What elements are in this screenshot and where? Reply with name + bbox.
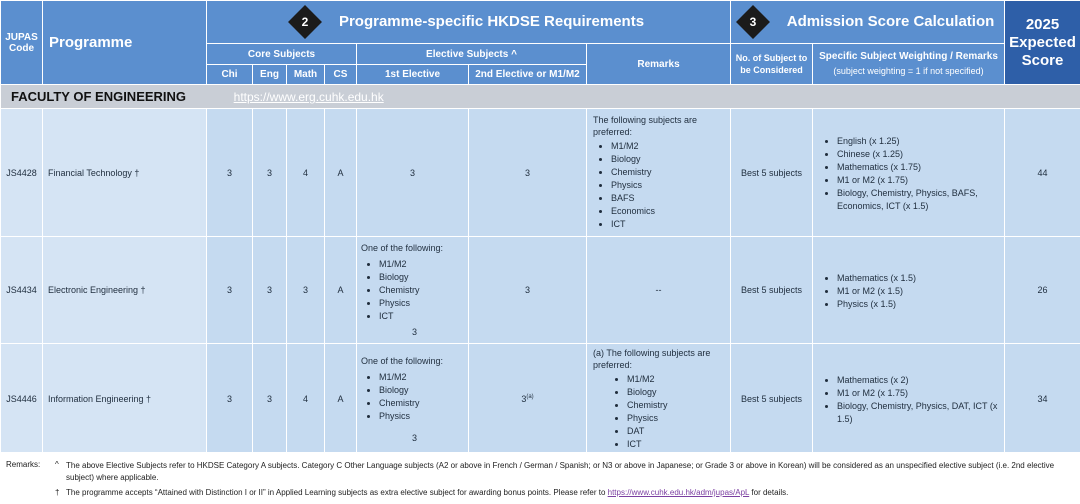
section2-title: Programme-specific HKDSE Requirements xyxy=(338,12,645,30)
section2-header xyxy=(207,1,731,44)
subjects-considered: Best 5 subjects xyxy=(731,109,813,237)
programme-name: Financial Technology † xyxy=(43,109,207,237)
first-elective-level: 3 xyxy=(411,432,417,443)
remarks-cell: -- xyxy=(587,237,731,344)
weighting-header xyxy=(813,44,1005,85)
weighting-list xyxy=(819,272,1004,311)
subjects-considered: Best 5 subjects xyxy=(731,237,813,344)
remarks-intro: The following subjects are preferred: xyxy=(593,115,698,137)
first-elective-cell xyxy=(357,237,469,344)
remarks-label: Remarks: xyxy=(6,460,41,469)
remarks-list xyxy=(593,373,730,451)
list-item: • Chemistry xyxy=(379,397,468,410)
faculty-row xyxy=(1,85,1080,109)
section3-title: Admission Score Calculation xyxy=(786,12,995,30)
table-row xyxy=(1,237,1080,344)
list-item: • Mathematics (x 1.5) xyxy=(837,272,1004,285)
first-elective-intro: One of the following: xyxy=(361,355,444,366)
table-row xyxy=(1,109,1080,237)
remark-note-2 xyxy=(66,488,788,497)
cs-header: CS xyxy=(325,65,357,85)
expected-score: 44 xyxy=(1005,109,1080,237)
remark-note-1: The above Elective Subjects refer to HKDSE Category A subjects. Category C Other Language subjects (A2 or above in French / German / Spanish; or N3 or above in Japanese; or Grade 3 or above in Korean) will be considered as an unspecified elective subject (i.e. 2nd elective subject) where applicable. xyxy=(66,461,1055,482)
list-item: • M1/M2 xyxy=(627,373,730,386)
list-item: • English (x 1.25) xyxy=(837,135,1004,148)
first-elective-header: 1st Elective xyxy=(357,65,469,85)
list-item: • Biology xyxy=(379,384,468,397)
remarks-intro: (a) The following subjects are preferred: xyxy=(593,348,711,370)
list-item: • Economics xyxy=(611,205,730,218)
remark-mark-caret: ^ xyxy=(55,460,59,469)
footer-remarks xyxy=(0,452,1080,504)
list-item: • M1 or M2 (x 1.5) xyxy=(837,285,1004,298)
cs-level: A xyxy=(325,109,357,237)
list-item: • Physics xyxy=(379,410,468,423)
list-item: • Biology, Chemistry, Physics, BAFS, Economics, ICT (x 1.5) xyxy=(837,187,1004,213)
remarks-cell xyxy=(587,344,731,455)
list-item: • Physics xyxy=(379,297,468,310)
weighting-cell xyxy=(813,109,1005,237)
chi-level: 3 xyxy=(207,237,253,344)
remark-mark-dagger: † xyxy=(55,488,60,497)
list-item: • Mathematics (x 2) xyxy=(837,374,1004,387)
list-item: • ICT xyxy=(627,438,730,451)
list-item: • M1/M2 xyxy=(379,258,468,271)
second-elective-level: 3 xyxy=(521,394,527,404)
first-elective-list xyxy=(361,371,468,423)
weighting-cell xyxy=(813,237,1005,344)
chi-header: Chi xyxy=(207,65,253,85)
list-item: • DAT xyxy=(627,425,730,438)
eng-level: 3 xyxy=(253,237,287,344)
section2-number-badge: 2 xyxy=(288,5,322,39)
expected-score: 34 xyxy=(1005,344,1080,455)
remark-note-2-text: The programme accepts “Attained with Distinction I or II” in Applied Learning subjects as extra elective subject for awarding bonus points. Please refer to xyxy=(66,488,606,497)
programme-code: JS4434 xyxy=(1,237,43,344)
list-item: • Chemistry xyxy=(379,284,468,297)
section3-header xyxy=(731,1,1005,44)
core-subjects-header: Core Subjects xyxy=(207,44,357,65)
weighting-cell xyxy=(813,344,1005,455)
eng-level: 3 xyxy=(253,109,287,237)
remark-note-2-suffix: for details. xyxy=(751,488,789,497)
expected-score: 26 xyxy=(1005,237,1080,344)
cs-level: A xyxy=(325,344,357,455)
subjects-considered: Best 5 subjects xyxy=(731,344,813,455)
first-elective-level: 3 xyxy=(357,109,469,237)
no-of-subject-header: No. of Subject to be Considered xyxy=(731,44,813,85)
section3-number-badge: 3 xyxy=(736,5,770,39)
math-level: 4 xyxy=(287,109,325,237)
faculty-name: FACULTY OF ENGINEERING xyxy=(11,89,187,104)
programme-name: Information Engineering † xyxy=(43,344,207,455)
list-item: • Chinese (x 1.25) xyxy=(837,148,1004,161)
apl-link[interactable]: https://www.cuhk.edu.hk/adm/jupas/ApL xyxy=(607,488,750,497)
remarks-list xyxy=(593,140,730,231)
remarks-cell xyxy=(587,109,731,237)
math-level: 3 xyxy=(287,237,325,344)
first-elective-intro: One of the following: xyxy=(361,243,444,253)
first-elective-level: 3 xyxy=(411,327,417,337)
chi-level: 3 xyxy=(207,109,253,237)
list-item: • Biology, Chemistry, Physics, DAT, ICT (x 1.5) xyxy=(837,400,1004,426)
cs-level: A xyxy=(325,237,357,344)
jupas-code-header: JUPAS Code xyxy=(1,1,43,85)
table-row xyxy=(1,344,1080,455)
programme-header: Programme xyxy=(43,1,207,85)
elective-subjects-header: Elective Subjects ^ xyxy=(357,44,587,65)
list-item: • Biology xyxy=(627,386,730,399)
programme-code: JS4446 xyxy=(1,344,43,455)
weighting-list xyxy=(819,135,1004,213)
second-elective-note: (a) xyxy=(526,394,534,400)
list-item: • Chemistry xyxy=(611,166,730,179)
second-elective-level: 3 xyxy=(469,237,587,344)
list-item: • M1/M2 xyxy=(379,371,468,384)
list-item: • Biology xyxy=(379,271,468,284)
list-item: • M1/M2 xyxy=(611,140,730,153)
second-elective-header: 2nd Elective or M1/M2 xyxy=(469,65,587,85)
programme-code: JS4428 xyxy=(1,109,43,237)
list-item: • BAFS xyxy=(611,192,730,205)
list-item: • M1 or M2 (x 1.75) xyxy=(837,387,1004,400)
faculty-link[interactable]: https://www.erg.cuhk.edu.hk xyxy=(233,90,384,104)
list-item: • Mathematics (x 1.75) xyxy=(837,161,1004,174)
math-level: 4 xyxy=(287,344,325,455)
list-item: • ICT xyxy=(379,310,468,323)
eng-level: 3 xyxy=(253,344,287,455)
expected-score-header: 2025 Expected Score xyxy=(1005,1,1080,85)
weighting-list xyxy=(819,374,1004,426)
weighting-note: (subject weighting = 1 if not specified) xyxy=(833,66,984,76)
eng-header: Eng xyxy=(253,65,287,85)
list-item: • Physics xyxy=(627,412,730,425)
list-item: • Physics (x 1.5) xyxy=(837,298,1004,311)
list-item: • ICT xyxy=(611,218,730,231)
list-item: • Biology xyxy=(611,153,730,166)
math-header: Math xyxy=(287,65,325,85)
weighting-title: Specific Subject Weighting / Remarks xyxy=(819,51,998,62)
first-elective-list xyxy=(361,258,468,323)
list-item: • Chemistry xyxy=(627,399,730,412)
chi-level: 3 xyxy=(207,344,253,455)
remarks-header: Remarks xyxy=(587,44,731,85)
programme-name: Electronic Engineering † xyxy=(43,237,207,344)
list-item: • Physics xyxy=(611,179,730,192)
second-elective-level: 3 xyxy=(469,109,587,237)
first-elective-cell xyxy=(357,344,469,455)
list-item: • M1 or M2 (x 1.75) xyxy=(837,174,1004,187)
second-elective-cell xyxy=(469,344,587,455)
